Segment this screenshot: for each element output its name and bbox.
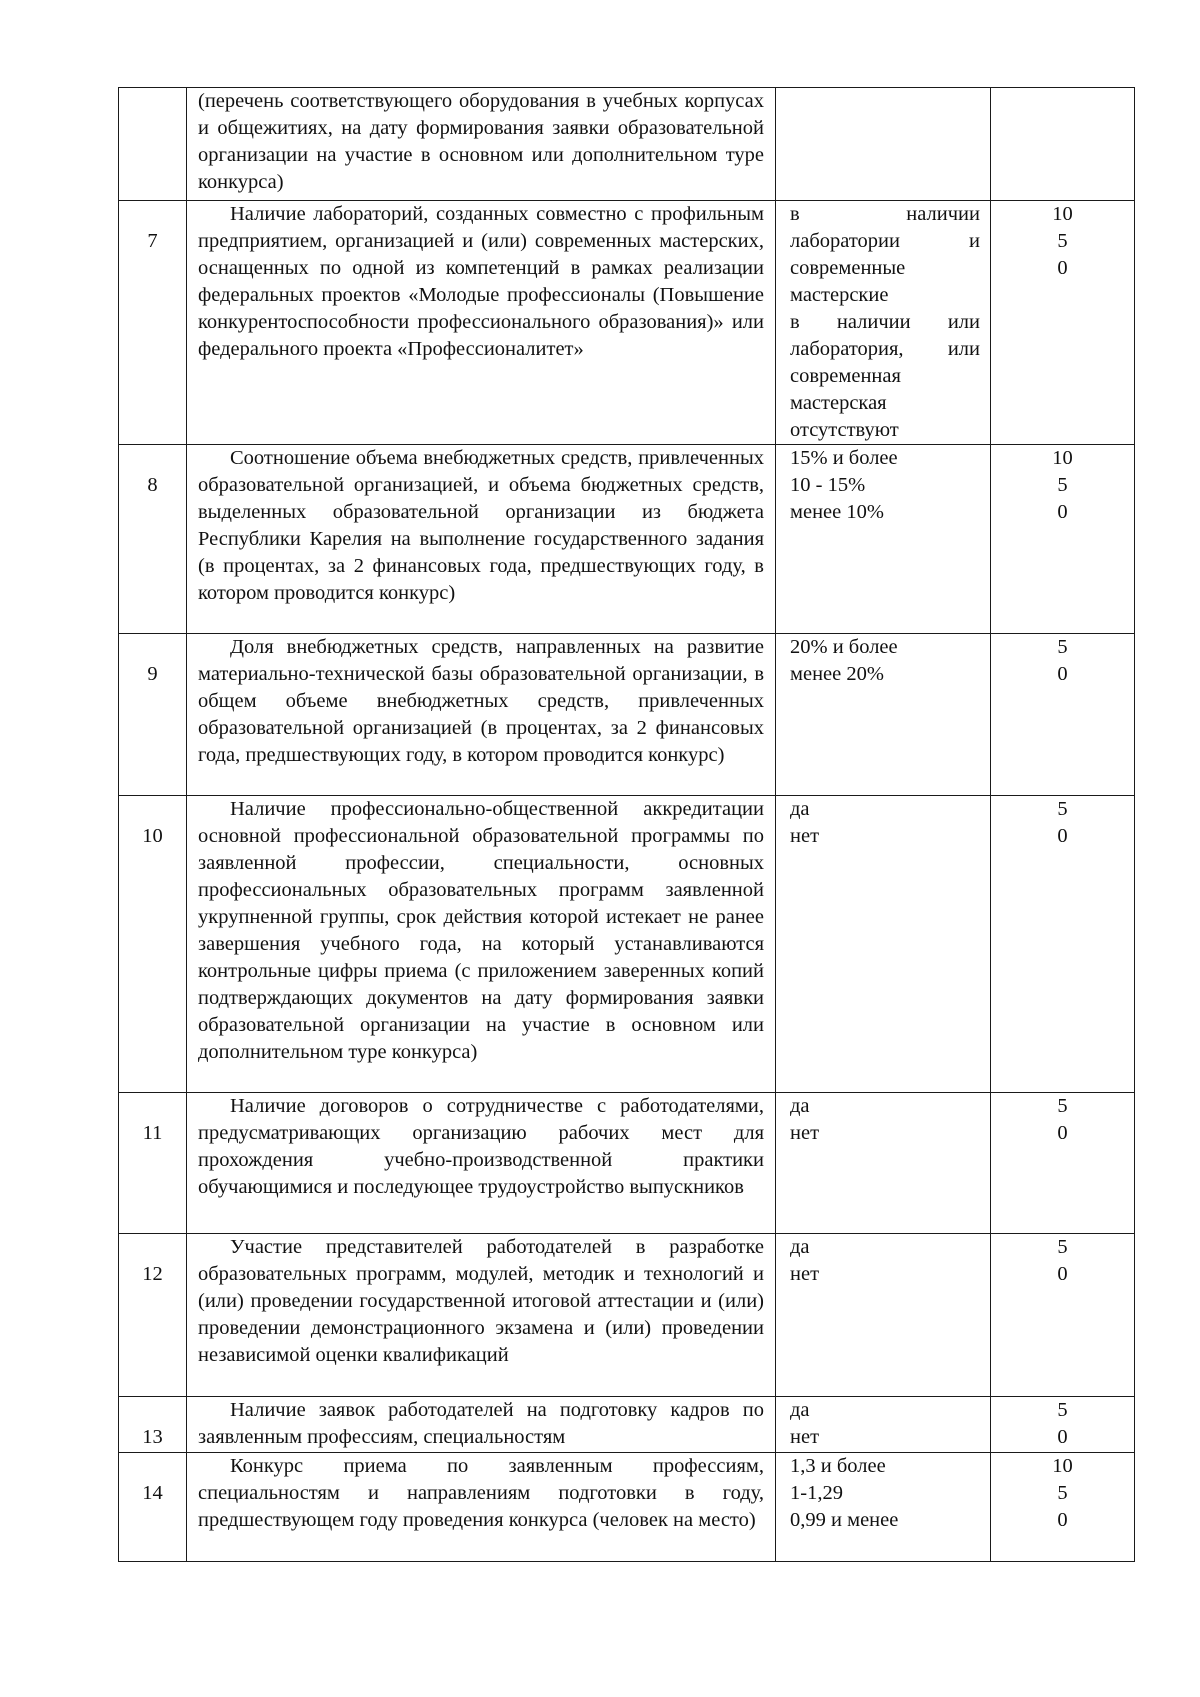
table-row — [119, 634, 1135, 796]
criterion-value: нет — [790, 1122, 820, 1144]
criterion-value: нет — [790, 1263, 820, 1285]
score-value: 0 — [1057, 1426, 1068, 1448]
score-values — [991, 201, 1135, 445]
table-row — [119, 1234, 1135, 1397]
criterion-value: 20% и более — [790, 636, 898, 658]
score-value: 0 — [1057, 825, 1068, 847]
table-row — [119, 88, 1135, 201]
score-values — [991, 1093, 1135, 1234]
criterion-value: отсутствуют — [790, 419, 899, 441]
score-values — [991, 1234, 1135, 1397]
score-value: 0 — [1057, 257, 1068, 279]
criterion-value: нет — [790, 1426, 820, 1448]
score-value: 5 — [1057, 1399, 1068, 1421]
score-value: 0 — [1057, 501, 1068, 523]
criterion-value: да — [790, 798, 810, 820]
criterion-value: 10 - 15% — [790, 474, 866, 496]
score-value: 5 — [1057, 798, 1068, 820]
criterion-description: Участие представителей работодателей в разработке образовательных программ, модулей, методик и технологий и (или) проведении государственной итоговой аттестации и (или) проведении демонстрационного экзамена и (или) проведении независимой оценки квалификаций — [187, 1234, 776, 1397]
criterion-description: (перечень соответствующего оборудования в учебных корпусах и общежитиях, на дату формирования заявки образовательной организации на участие в основном или дополнительном туре конкурса) — [187, 88, 776, 201]
criterion-value: да — [790, 1399, 810, 1421]
criterion-value: 15% и более — [790, 447, 898, 469]
score-value: 5 — [1057, 474, 1068, 496]
criterion-value: да — [790, 1236, 810, 1258]
table-row — [119, 201, 1135, 445]
criterion-values — [776, 1453, 991, 1562]
row-number-cell: 14 — [119, 1453, 187, 1562]
table-row — [119, 796, 1135, 1093]
criterion-value: 0,99 и менее — [790, 1509, 899, 1531]
table-row — [119, 1093, 1135, 1234]
criterion-description: Наличие профессионально-общественной аккредитации основной профессиональной образовательной программы по заявленной профессии, специальности, основных профессиональных образовательных программ заявленной укрупненной группы, срок действия которой истекает не ранее завершения учебного года, на который устанавливаются контрольные цифры приема (с приложением заверенных копий подтверждающих документов на дату формирования заявки образовательной организации на участие в основном или дополнительном туре конкурса) — [187, 796, 776, 1093]
row-number-cell: 11 — [119, 1093, 187, 1234]
row-number-cell — [119, 88, 187, 201]
score-values — [991, 88, 1135, 201]
criterion-description: Наличие заявок работодателей на подготовку кадров по заявленным профессиям, специальностям — [187, 1397, 776, 1453]
score-values — [991, 1397, 1135, 1453]
criterion-value: 1-1,29 — [790, 1482, 843, 1504]
criterion-value: нет — [790, 825, 820, 847]
score-value: 5 — [1057, 1095, 1068, 1117]
score-values — [991, 796, 1135, 1093]
criterion-description: Наличие лабораторий, созданных совместно с профильным предприятием, организацией и (или) современных мастерских, оснащенных по одной из компетенций в рамках реализации федеральных проектов «Молодые профессионалы (Повышение конкурентоспособности профессионального образования)» или федерального проекта «Профессионалитет» — [187, 201, 776, 445]
criterion-values — [776, 1234, 991, 1397]
score-value: 0 — [1057, 1263, 1068, 1285]
row-number-cell: 13 — [119, 1397, 187, 1453]
score-values — [991, 1453, 1135, 1562]
criterion-values — [776, 201, 991, 445]
score-value: 5 — [1057, 230, 1068, 252]
score-value: 5 — [1057, 636, 1068, 658]
criterion-description: Доля внебюджетных средств, направленных на развитие материально-технической базы образовательной организации, в общем объеме внебюджетных средств, привлеченных образовательной организацией (в процентах, за 2 финансовых года, предшествующих году, в котором проводится конкурс) — [187, 634, 776, 796]
criterion-value: в наличии лаборатории и современные мастерские — [790, 203, 980, 306]
criterion-values — [776, 445, 991, 634]
table-row — [119, 445, 1135, 634]
criteria-table — [118, 87, 1135, 1562]
row-number-cell: 12 — [119, 1234, 187, 1397]
criterion-value: менее 10% — [790, 501, 884, 523]
score-value: 0 — [1057, 663, 1068, 685]
row-number-cell: 8 — [119, 445, 187, 634]
score-value: 0 — [1057, 1509, 1068, 1531]
score-values — [991, 634, 1135, 796]
criterion-description: Соотношение объема внебюджетных средств, привлеченных образовательной организацией, и объема бюджетных средств, выделенных образовательной организации из бюджета Республики Карелия на выполнение государственного задания (в процентах, за 2 финансовых года, предшествующих году, в котором проводится конкурс) — [187, 445, 776, 634]
criterion-description: Наличие договоров о сотрудничестве с работодателями, предусматривающих организацию рабочих мест для прохождения учебно-производственной практики обучающимися и последующее трудоустройство выпускников — [187, 1093, 776, 1234]
score-value: 5 — [1057, 1482, 1068, 1504]
criterion-description: Конкурс приема по заявленным профессиям, специальностям и направлениям подготовки в году, предшествующем году проведения конкурса (человек на место) — [187, 1453, 776, 1562]
criterion-values — [776, 88, 991, 201]
score-value: 10 — [1052, 1455, 1073, 1477]
row-number-cell: 9 — [119, 634, 187, 796]
criterion-value: да — [790, 1095, 810, 1117]
score-value: 5 — [1057, 1236, 1068, 1258]
criterion-value: менее 20% — [790, 663, 884, 685]
criterion-value: 1,3 и более — [790, 1455, 886, 1477]
score-value: 10 — [1052, 447, 1073, 469]
score-value: 0 — [1057, 1122, 1068, 1144]
criterion-values — [776, 1397, 991, 1453]
criterion-values — [776, 796, 991, 1093]
table-row — [119, 1453, 1135, 1562]
criterion-value: в наличии или лаборатория, или современная мастерская — [790, 311, 980, 414]
criterion-values — [776, 634, 991, 796]
score-values — [991, 445, 1135, 634]
row-number-cell: 7 — [119, 201, 187, 445]
table-row — [119, 1397, 1135, 1453]
score-value: 10 — [1052, 203, 1073, 225]
criterion-values — [776, 1093, 991, 1234]
row-number-cell: 10 — [119, 796, 187, 1093]
